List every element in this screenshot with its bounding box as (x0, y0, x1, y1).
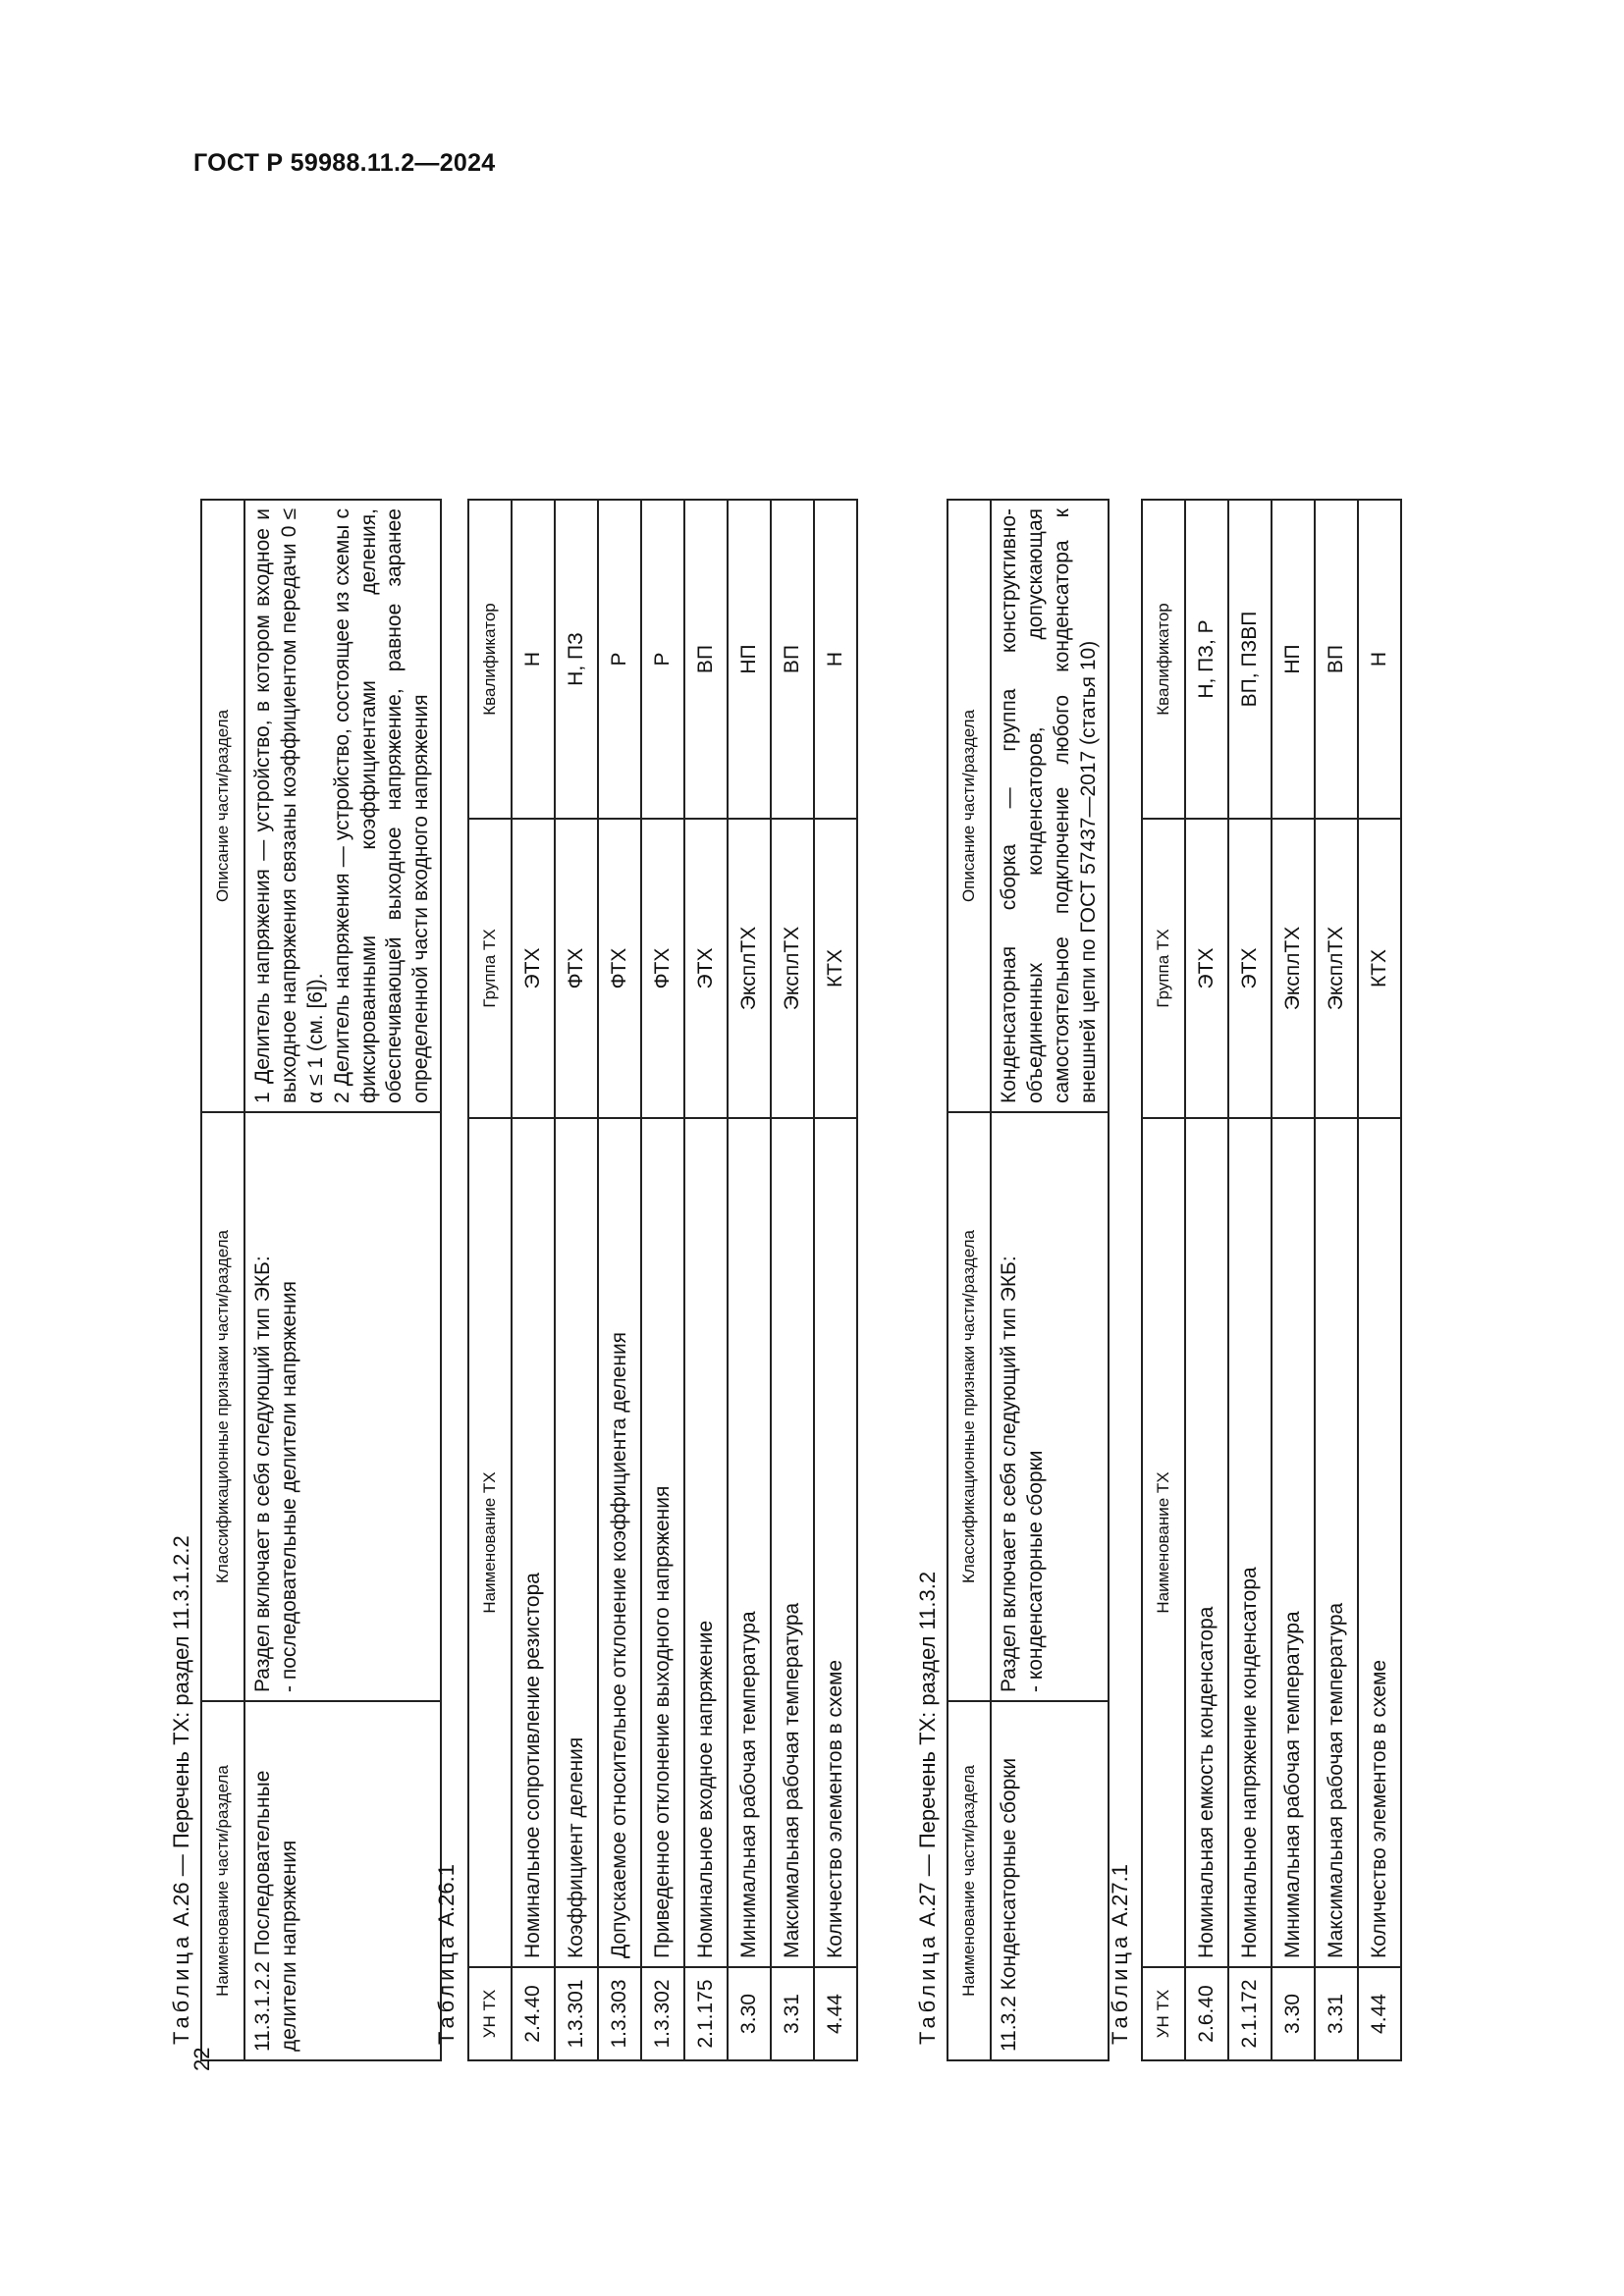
row-qualifier: Н, ПЗ (555, 500, 598, 819)
col-header-char-name: Наименование ТХ (468, 1118, 512, 1967)
row-qualifier: ВП, ПЗВП (1228, 500, 1272, 819)
table-header-row (201, 500, 244, 2060)
col-header-name: Наименование части/раздела (947, 1701, 991, 2060)
row-code: 2.6.40 (1185, 1967, 1228, 2060)
row-group: КТХ (1358, 819, 1401, 1118)
caption-text: А.27.1 (1108, 1864, 1132, 1933)
col-header-code: УН ТХ (1142, 1967, 1185, 2060)
row-name: Приведенное отклонение выходного напряжения (641, 1118, 684, 1967)
row-name: Минимальная рабочая температура (1272, 1118, 1315, 1967)
row-group: ЭТХ (1228, 819, 1272, 1118)
document-id: ГОСТ Р 59988.11.2—2024 (193, 149, 496, 177)
col-header-code: УН ТХ (468, 1967, 512, 2060)
row-name: Коэффициент деления (555, 1118, 598, 1967)
row-name: Максимальная рабочая температура (771, 1118, 814, 1967)
row-qualifier: ВП (1315, 500, 1358, 819)
table-row (244, 500, 441, 2060)
table-a26-1 (467, 499, 858, 2061)
row-qualifier: НП (1272, 500, 1315, 819)
col-header-features: Классификационные признаки части/раздела (947, 1112, 991, 1701)
col-header-description: Описание части/раздела (947, 500, 991, 1112)
table-a27-caption (915, 1572, 941, 2045)
caption-word: Таблица (434, 1932, 459, 2045)
row-code: 4.44 (814, 1967, 857, 2060)
table-a26 (200, 499, 442, 2061)
row-name: Минимальная рабочая температура (728, 1118, 771, 1967)
row-qualifier: Н (1358, 500, 1401, 819)
row-qualifier: Р (641, 500, 684, 819)
row-code: 2.1.172 (1228, 1967, 1272, 2060)
row-qualifier: ВП (771, 500, 814, 819)
row-code: 3.31 (1315, 1967, 1358, 2060)
section-features: Раздел включает в себя следующий тип ЭКБ: - последовательные делители напряжения (244, 1112, 441, 1701)
table-a27-1-caption (1108, 1864, 1133, 2045)
row-group: ЭксплТХ (771, 819, 814, 1118)
row-name: Максимальная рабочая температура (1315, 1118, 1358, 1967)
caption-word: Таблица (915, 1932, 940, 2045)
row-code: 1.3.301 (555, 1967, 598, 2060)
table-row (598, 500, 641, 2060)
row-group: ФТХ (555, 819, 598, 1118)
row-name: Количество элементов в схеме (814, 1118, 857, 1967)
row-group: ЭксплТХ (1272, 819, 1315, 1118)
table-row (991, 500, 1109, 2060)
row-group: ЭТХ (684, 819, 728, 1118)
table-row (1272, 500, 1315, 2060)
section-description: Конденсаторная сборка — группа конструктивно-объединенных конденсаторов, допускающая самостоятельное подключение любого конденсатора к внешней цепи по ГОСТ 57437—2017 (статья 10) (991, 500, 1109, 1112)
row-group: КТХ (814, 819, 857, 1118)
row-name: Допускаемое относительное отклонение коэффициента деления (598, 1118, 641, 1967)
table-row (1228, 500, 1272, 2060)
row-name: Номинальная емкость конденсатора (1185, 1118, 1228, 1967)
row-code: 3.30 (1272, 1967, 1315, 2060)
caption-word: Таблица (169, 1932, 193, 2045)
section-description: 1 Делитель напряжения — устройство, в котором входное и выходное напряжения связаны коэффициентом передачи 0 ≤ α ≤ 1 (см. [6]). 2 Делитель напряжения — устройство, состоящее из схемы с фиксированными коэффициентами деления, обеспечивающей выходное напряжение, равное заранее определенной части входного напряжения (244, 500, 441, 1112)
col-header-features: Классификационные признаки части/раздела (201, 1112, 244, 1701)
row-name: Номинальное входное напряжение (684, 1118, 728, 1967)
row-group: ЭТХ (1185, 819, 1228, 1118)
row-group: ЭксплТХ (1315, 819, 1358, 1118)
table-row (814, 500, 857, 2060)
row-code: 1.3.302 (641, 1967, 684, 2060)
row-qualifier: НП (728, 500, 771, 819)
caption-word: Таблица (1108, 1932, 1132, 2045)
table-row (641, 500, 684, 2060)
table-header-row (1142, 500, 1185, 2060)
table-a26-1-caption (434, 1864, 460, 2045)
row-code: 2.4.40 (512, 1967, 555, 2060)
caption-text: А.27 — Перечень ТХ: раздел 11.3.2 (915, 1571, 940, 1933)
col-header-group: Группа ТХ (468, 819, 512, 1118)
row-code: 3.30 (728, 1967, 771, 2060)
row-code: 4.44 (1358, 1967, 1401, 2060)
section-name: 11.3.1.2.2 Последовательные делители напряжения (244, 1701, 441, 2060)
row-name: Номинальное напряжение конденсатора (1228, 1118, 1272, 1967)
table-row (771, 500, 814, 2060)
row-group: ФТХ (598, 819, 641, 1118)
row-code: 2.1.175 (684, 1967, 728, 2060)
table-header-row (468, 500, 512, 2060)
caption-text: А.26 — Перечень ТХ: раздел 11.3.1.2.2 (169, 1535, 193, 1933)
row-qualifier: Н (512, 500, 555, 819)
table-row (1358, 500, 1401, 2060)
table-row (684, 500, 728, 2060)
row-group: ФТХ (641, 819, 684, 1118)
rotated-page-content (167, 234, 1453, 2069)
table-header-row (947, 500, 991, 2060)
row-qualifier: ВП (684, 500, 728, 819)
section-features: Раздел включает в себя следующий тип ЭКБ: - конденсаторные сборки (991, 1112, 1109, 1701)
table-row (555, 500, 598, 2060)
table-a27 (947, 499, 1110, 2061)
col-header-qualifier: Квалификатор (468, 500, 512, 819)
table-row (1185, 500, 1228, 2060)
page-number: 22 (189, 2047, 214, 2071)
col-header-qualifier: Квалификатор (1142, 500, 1185, 819)
row-qualifier: Н (814, 500, 857, 819)
section-name: 11.3.2 Конденсаторные сборки (991, 1701, 1109, 2060)
caption-text: А.26.1 (434, 1864, 459, 1933)
col-header-group: Группа ТХ (1142, 819, 1185, 1118)
table-row (1315, 500, 1358, 2060)
row-group: ЭксплТХ (728, 819, 771, 1118)
table-row (728, 500, 771, 2060)
row-code: 1.3.303 (598, 1967, 641, 2060)
row-code: 3.31 (771, 1967, 814, 2060)
row-name: Количество элементов в схеме (1358, 1118, 1401, 1967)
row-qualifier: Р (598, 500, 641, 819)
row-name: Номинальное сопротивление резистора (512, 1118, 555, 1967)
col-header-name: Наименование части/раздела (201, 1701, 244, 2060)
row-qualifier: Н, ПЗ, Р (1185, 500, 1228, 819)
row-group: ЭТХ (512, 819, 555, 1118)
table-a27-1 (1141, 499, 1402, 2061)
col-header-description: Описание части/раздела (201, 500, 244, 1112)
table-row (512, 500, 555, 2060)
col-header-char-name: Наименование ТХ (1142, 1118, 1185, 1967)
table-a26-caption (169, 1535, 194, 2045)
